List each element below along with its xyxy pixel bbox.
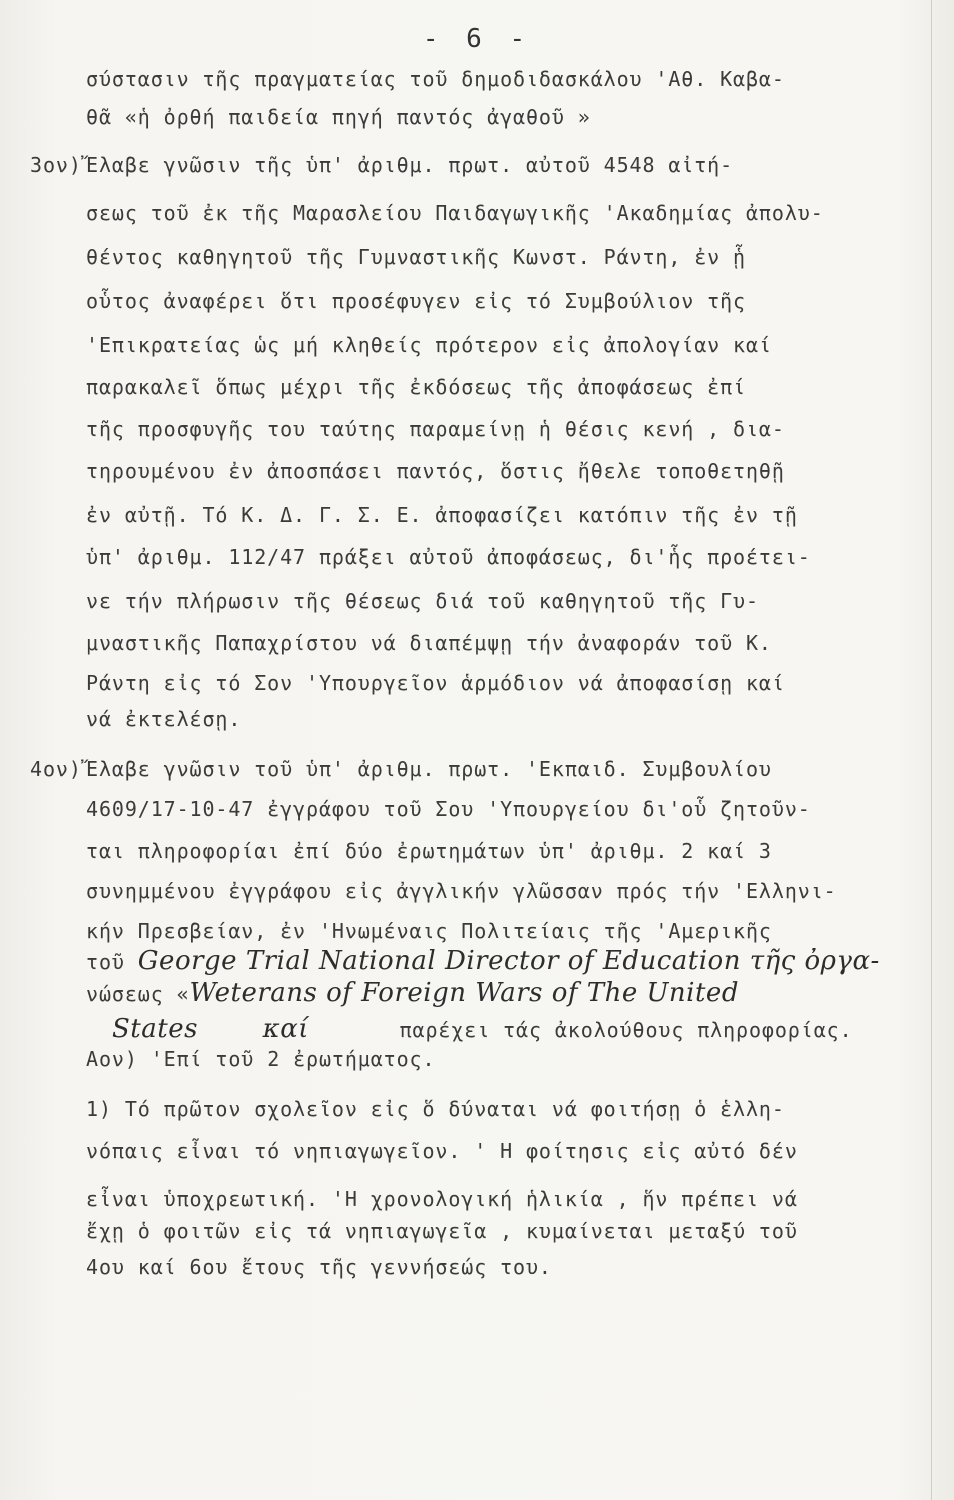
item-4-first-line — [30, 756, 860, 782]
item-3-line: 'Επικρατείας ὡς μή κληθείς πρότερον εἰς ἀπολογίαν καί — [86, 333, 772, 357]
handwritten-text: καί — [262, 1016, 309, 1043]
page-number: - 6 - — [422, 24, 532, 54]
handwritten-text: Weterans of Foreign Wars of The United — [189, 980, 739, 1007]
item-4-text: Ἔλαβε γνῶσιν τοῦ ὑπ' ἀριθμ. πρωτ. 'Εκπαιδ. Συμβουλίου — [86, 757, 772, 781]
page-edge — [931, 0, 932, 1500]
para-1-line: εἶναι ὑποχρεωτική. 'Η χρονολογική ἡλικία , ἥν πρέπει νά — [86, 1187, 798, 1211]
section-heading — [86, 1046, 916, 1072]
item-3-line: νά ἐκτελέσῃ. — [86, 707, 242, 731]
handwritten-line-3 — [112, 1016, 942, 1043]
item-4-label: 4ον) — [30, 757, 82, 781]
item-4-line: ται πληροφορίαι ἐπί δύο ἐρωτημάτων ὑπ' ἀριθμ. 2 καί 3 — [86, 839, 772, 863]
typed-text: παρέχει τάς ἀκολούθους πληροφορίας. — [399, 1018, 853, 1042]
handwritten-line-1 — [86, 948, 916, 975]
item-4-line: 4609/17-10-47 ἐγγράφου τοῦ Σου 'Υπουργείου δι'οὗ ζητοῦν- — [86, 797, 811, 821]
handwritten-text: George Trial National Director of Education τῆς ὀργα- — [137, 948, 880, 975]
para-1-line: 1) Τό πρῶτον σχολεῖον εἰς ὅ δύναται νά φοιτήσῃ ὁ ἑλλη- — [86, 1097, 785, 1121]
item-4-line: συνημμένου ἐγγράφου εἰς ἀγγλικήν γλῶσσαν πρός τήν 'Ελληνι- — [86, 879, 837, 903]
item-3-line: τῆς προσφυγῆς του ταύτης παραμείνῃ ἡ θέσις κενή , δια- — [86, 417, 785, 441]
item-3-line: νε τήν πλήρωσιν τῆς θέσεως διά τοῦ καθηγητοῦ τῆς Γυ- — [86, 589, 759, 613]
handwritten-text: States — [112, 1016, 198, 1043]
para-1-line: 4ου καί 6ου ἔτους τῆς γεννήσεώς του. — [86, 1255, 552, 1279]
para-1-line: ἔχῃ ὁ φοιτῶν εἰς τά νηπιαγωγεῖα , κυμαίνεται μεταξύ τοῦ — [86, 1219, 798, 1243]
item-3-line: τηρουμένου ἐν ἀποσπάσει παντός, ὅστις ἤθελε τοποθετηθῇ — [86, 459, 785, 483]
item-3-label: 3ον) — [30, 153, 82, 177]
section-label: Αον) — [86, 1047, 138, 1071]
item-3-line: ὑπ' ἀριθμ. 112/47 πράξει αὐτοῦ ἀποφάσεως, δι'ἧς προέτει- — [86, 545, 811, 569]
section-title: 'Επί τοῦ 2 ἐρωτήματος. — [150, 1047, 436, 1071]
item-3-line: ἐν αὐτῇ. Τό Κ. Δ. Γ. Σ. Ε. ἀποφασίζει κατόπιν τῆς ἐν τῇ — [86, 503, 798, 527]
para-1-line: νόπαις εἶναι τό νηπιαγωγεῖον. ' Η φοίτησις εἰς αὐτό δέν — [86, 1139, 798, 1163]
handwritten-line-2 — [86, 980, 916, 1007]
item-3-line: Ράντη εἰς τό Σον 'Υπουργεῖον ἁρμόδιον νά ἀποφασίσῃ καί — [86, 671, 785, 695]
item-3-line: θέντος καθηγητοῦ τῆς Γυμναστικῆς Κωνστ. Ράντη, ἐν ᾗ — [86, 245, 746, 269]
item-3-text: Ἔλαβε γνῶσιν τῆς ὑπ' ἀριθμ. πρωτ. αὐτοῦ 4548 αἰτή- — [86, 153, 734, 177]
item-3-first-line — [30, 152, 860, 178]
item-3-line: παρακαλεῖ ὅπως μέχρι τῆς ἐκδόσεως τῆς ἀποφάσεως ἐπί — [86, 375, 746, 399]
item-3-line: σεως τοῦ ἐκ τῆς Μαρασλείου Παιδαγωγικῆς 'Ακαδημίας ἀπολυ- — [86, 201, 824, 225]
intro-line: σύστασιν τῆς πραγματείας τοῦ δημοδιδασκάλου 'Αθ. Καβα- — [86, 67, 785, 91]
item-3-line: μναστικῆς Παπαχρίστου νά διαπέμψῃ τήν ἀναφοράν τοῦ Κ. — [86, 631, 772, 655]
item-3-line: οὗτος ἀναφέρει ὅτι προσέφυγεν εἰς τό Συμβούλιον τῆς — [86, 289, 746, 313]
item-4-line: κήν Πρεσβείαν, ἐν 'Ηνωμέναις Πολιτείαις τῆς 'Αμερικῆς — [86, 919, 772, 943]
intro-line: θᾶ «ἡ ὀρθή παιδεία πηγή παντός ἀγαθοῦ » — [86, 105, 591, 129]
typed-prefix: τοῦ — [86, 950, 125, 974]
typed-prefix: νώσεως « — [86, 982, 190, 1006]
